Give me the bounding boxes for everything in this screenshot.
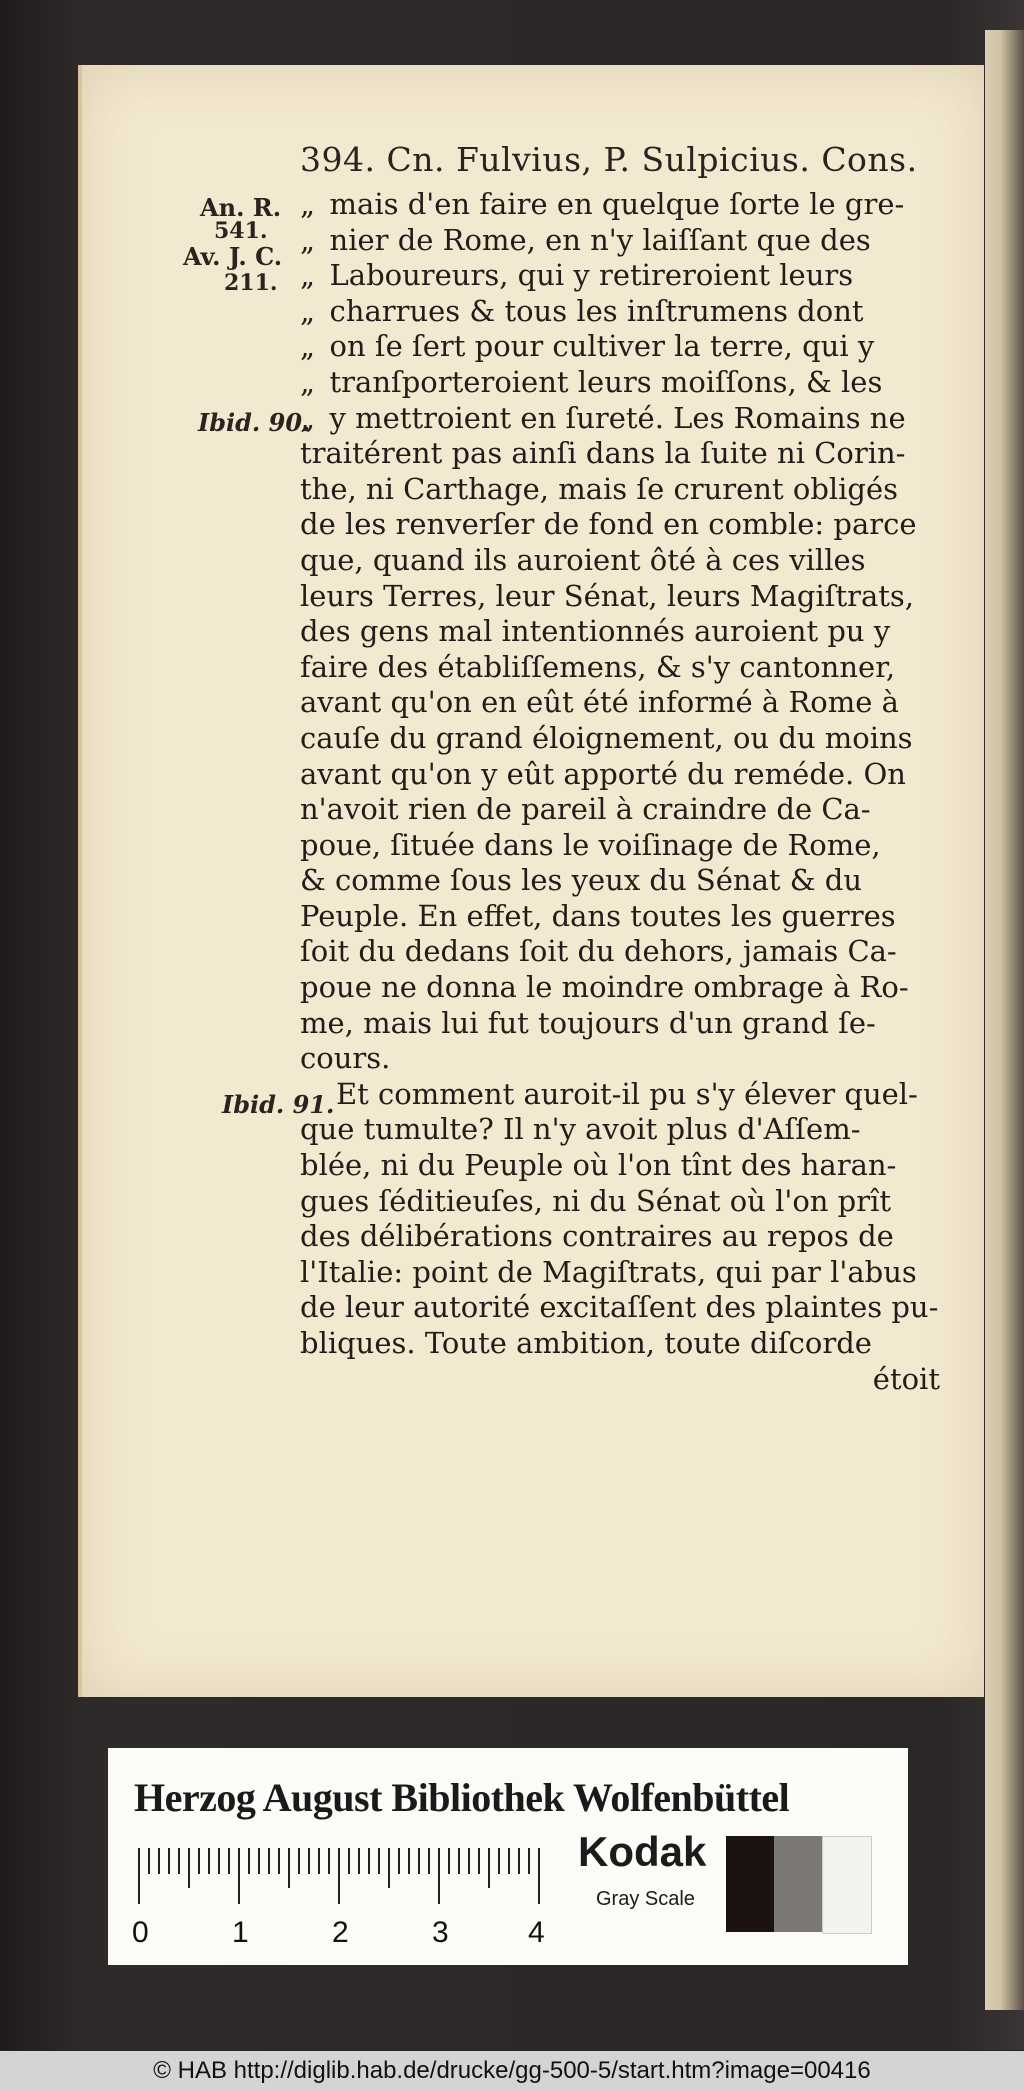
text-line: „ tranſporteroient leurs moiſſons, & les [300, 365, 940, 401]
ruler-tick [528, 1848, 530, 1874]
text-line: traitérent pas ainſi dans la ſuite ni Corin- [300, 436, 906, 471]
text-line: gues ſéditieuſes, ni du Sénat où l'on prît [300, 1183, 892, 1218]
ruler-tick [158, 1848, 160, 1874]
text-line: „ charrues & tous les inſtrumens dont [300, 294, 940, 330]
ruler-tick [398, 1848, 400, 1874]
ruler-tick [488, 1848, 490, 1888]
ruler-tick [418, 1848, 420, 1874]
running-header: 394. Cn. Fulvius, P. Sulpicius. Cons. [300, 140, 918, 179]
catchword: étoit [872, 1361, 940, 1396]
text-line: ſoit du dedans ſoit du dehors, jamais Ca- [300, 934, 897, 969]
text-line: blée, ni du Peuple où l'on tînt des haran- [300, 1148, 897, 1183]
margin-note-ibid-90: Ibid. 90. [198, 408, 311, 437]
text-line: cours. [300, 1041, 391, 1076]
gray-patch-mid [774, 1836, 822, 1932]
text-line: the, ni Carthage, mais ſe crurent obligés [300, 471, 899, 506]
gray-patch-white [822, 1836, 872, 1934]
gray-patch-black [726, 1836, 774, 1932]
ruler-tick [348, 1848, 350, 1874]
page-body-text [300, 187, 940, 1397]
text-line: que tumulte? Il n'y avoit plus d'Aſſem- [300, 1112, 861, 1147]
margin-note-an-r-year: 541. [214, 218, 268, 244]
ruler-tick [468, 1848, 470, 1874]
ruler-tick [288, 1848, 290, 1888]
ruler-number: 3 [432, 1916, 449, 1949]
ruler-tick [268, 1848, 270, 1874]
text-line: me, mais lui fut toujours d'un grand ſe- [300, 1005, 876, 1040]
ruler-tick [228, 1848, 230, 1874]
copyright-footer: © HAB http://diglib.hab.de/drucke/gg-500-5/start.htm?image=00416 [0, 2051, 1024, 2091]
text-line: & comme ſous les yeux du Sénat & du [300, 863, 863, 898]
margin-note-an-r: An. R. [200, 193, 282, 222]
text-line: poue ne donna le moindre ombrage à Ro- [300, 970, 909, 1005]
library-color-card [108, 1748, 908, 1965]
ruler-tick [208, 1848, 210, 1874]
kodak-brand: Kodak [578, 1828, 707, 1875]
text-line: l'Italie: point de Magiſtrats, qui par l'abus [300, 1254, 917, 1289]
ruler-tick [478, 1848, 480, 1874]
text-line: „ Laboureurs, qui y retireroient leurs [300, 258, 940, 294]
ruler-tick [508, 1848, 510, 1874]
ruler-tick [328, 1848, 330, 1874]
ruler-tick [258, 1848, 260, 1874]
text-line: avant qu'on y eût apporté du reméde. On [300, 756, 906, 791]
ruler-tick [438, 1848, 440, 1904]
ruler-tick [318, 1848, 320, 1874]
library-name: Herzog August Bibliothek Wolfenbüttel [134, 1775, 790, 1820]
text-line: des gens mal intentionnés auroient pu y [300, 614, 891, 649]
text-line: avant qu'on en eût été informé à Rome à [300, 685, 899, 720]
text-line: des délibérations contraires au repos de [300, 1219, 894, 1254]
text-line: n'avoit rien de pareil à craindre de Ca- [300, 792, 871, 827]
text-line: faire des établiſſemens, & s'y cantonner, [300, 649, 896, 684]
ruler-tick [518, 1848, 520, 1874]
ruler-tick [188, 1848, 190, 1888]
ruler-tick [298, 1848, 300, 1874]
text-line: Peuple. En effet, dans toutes les guerres [300, 898, 896, 933]
ruler-tick [408, 1848, 410, 1874]
ruler-tick [248, 1848, 250, 1874]
text-line: „ mais d'en faire en quelque ſorte le gre- [300, 187, 940, 223]
text-line: que, quand ils auroient ôté à ces villes [300, 542, 866, 577]
text-line: bliques. Toute ambition, toute diſcorde [300, 1326, 872, 1360]
text-line: „ y mettroient en ſureté. Les Romains ne [300, 401, 940, 437]
ruler-tick [218, 1848, 220, 1874]
ruler-tick [198, 1848, 200, 1874]
text-line: de leur autorité excitaſſent des plaintes pu- [300, 1290, 939, 1325]
ruler-tick [238, 1848, 240, 1904]
text-line: cauſe du grand éloignement, ou du moins [300, 720, 913, 755]
ruler-tick [498, 1848, 500, 1874]
ruler-number: 0 [132, 1916, 149, 1949]
text-line: „ on ſe ſert pour cultiver la terre, qui y [300, 329, 940, 365]
ruler-tick [178, 1848, 180, 1874]
ruler-tick [388, 1848, 390, 1888]
gray-scale-caption: Gray Scale [596, 1888, 695, 1910]
ruler-tick [358, 1848, 360, 1874]
ruler-tick [338, 1848, 340, 1904]
ruler-number: 1 [232, 1916, 249, 1949]
text-line: leurs Terres, leur Sénat, leurs Magiſtrats, [300, 578, 915, 613]
text-line: Et comment auroit-il pu s'y élever quel- [336, 1076, 918, 1111]
ruler-tick [538, 1848, 540, 1904]
ruler-tick [278, 1848, 280, 1874]
margin-note-av-jc: Av. J. C. [183, 242, 283, 271]
text-line: de les renverſer de fond en comble: parce [300, 507, 917, 542]
margin-note-av-jc-year: 211. [224, 270, 278, 296]
ruler-tick [368, 1848, 370, 1874]
ruler-number: 2 [332, 1916, 349, 1949]
text-line: „ nier de Rome, en n'y laiſſant que des [300, 223, 940, 259]
ruler-tick [308, 1848, 310, 1874]
ruler-tick [448, 1848, 450, 1874]
text-line: poue, ſituée dans le voiſinage de Rome, [300, 827, 881, 862]
ruler-tick [168, 1848, 170, 1874]
margin-note-ibid-91: Ibid. 91. [222, 1090, 335, 1119]
ruler-number: 4 [528, 1916, 545, 1949]
ruler-tick [148, 1848, 150, 1874]
facing-page-edge [985, 30, 1024, 2010]
ruler-tick [428, 1848, 430, 1874]
ruler-tick [378, 1848, 380, 1874]
ruler-tick [138, 1848, 140, 1904]
ruler-tick [458, 1848, 460, 1874]
